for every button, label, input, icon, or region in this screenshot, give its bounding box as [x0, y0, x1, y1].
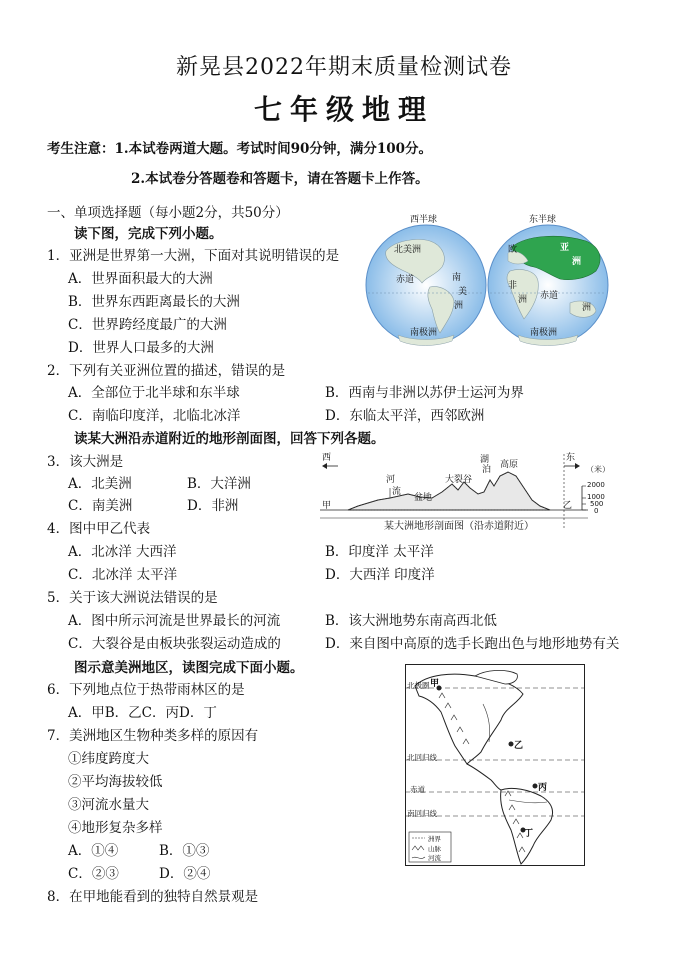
legend-river: 河流: [428, 854, 441, 862]
q3-option-b: B．大洋洲: [187, 476, 251, 492]
profile-tick-500: 500: [590, 500, 604, 508]
q5-option-b: B．该大洲地势东南高西北低: [325, 613, 497, 629]
label-north-america: 北美洲: [394, 245, 422, 255]
label-east-equator: 赤道: [540, 291, 559, 301]
q7-stem: 7．美洲地区生物种类多样的原因有: [47, 728, 259, 744]
q7-item-2: ②平均海拔较低: [68, 774, 163, 790]
map-point-jia: 甲: [430, 679, 440, 689]
q2-option-b: B．西南与非洲以苏伊士运河为界: [325, 385, 524, 401]
label-west-equator: 赤道: [396, 275, 415, 285]
label-sa-1: 南: [452, 273, 462, 283]
q7-item-3: ③河流水量大: [68, 797, 149, 813]
q2-option-a: A．全部位于北半球和东半球: [68, 385, 240, 401]
exam-subtitle: 七年级地理: [253, 93, 434, 126]
q7-option-a: A．①④: [68, 843, 119, 859]
q7-item-4: ④地形复杂多样: [68, 820, 163, 836]
profile-basin: 盆地: [414, 493, 433, 503]
intro-3: 图示意美洲地区，读图完成下面小题。: [74, 660, 304, 676]
label-sa-2: 美: [458, 287, 468, 297]
profile-lake-2: 泊: [482, 465, 492, 475]
q1-option-c: C．世界跨经度最广的大洲: [68, 317, 227, 333]
intro-1: 读下图，完成下列小题。: [74, 226, 223, 242]
profile-west: 西: [322, 453, 332, 463]
legend-mountain: 山脉: [428, 845, 441, 853]
notice-line-2: 2.本试卷分答题卷和答题卡，请在答题卡上作答。: [131, 171, 429, 187]
q1-option-a: A．世界面积最大的大洲: [68, 271, 213, 287]
q3-stem: 3．该大洲是: [47, 454, 124, 470]
label-europe: 欧: [508, 245, 518, 255]
map-tropic-north: 北回归线: [407, 753, 437, 762]
q3-option-d: D．非洲: [187, 498, 239, 514]
map-point-yi: 乙: [514, 741, 524, 751]
label-asia-2: 洲: [572, 257, 582, 267]
q2-stem: 2．下列有关亚洲位置的描述，错误的是: [47, 363, 286, 379]
label-east-antarctica: 南极洲: [530, 328, 558, 338]
intro-2: 读某大洲沿赤道附近的地形剖面图，回答下列各题。: [74, 431, 385, 447]
label-australia: 洲: [582, 303, 592, 313]
q5-option-d: D．来自图中高原的选手长跑出色与地形地势有关: [325, 636, 620, 652]
profile-caption: 某大洲地形剖面图（沿赤道附近）: [384, 521, 534, 532]
q3-option-a: A．北美洲: [68, 476, 132, 492]
q2-option-c: C．南临印度洋，北临北冰洋: [68, 408, 241, 424]
profile-yi: 乙: [563, 501, 573, 511]
q5-option-c: C．大裂谷是由板块张裂运动造成的: [68, 636, 281, 652]
q4-option-c: C．北冰洋 太平洋: [68, 567, 178, 583]
label-asia-1: 亚: [560, 243, 570, 253]
profile-lake-1: 湖: [480, 455, 490, 465]
q7-item-1: ①纬度跨度大: [68, 751, 149, 767]
q6-options: A．甲B．乙C．丙D．丁: [68, 705, 217, 721]
section-heading: 一、单项选择题（每小题2分，共50分）: [47, 205, 289, 221]
q7-option-d: D．②④: [159, 866, 211, 882]
map-point-bing: 丙: [538, 783, 548, 793]
q7-option-c: C．②③: [68, 866, 119, 882]
map-equator: 赤道: [410, 785, 425, 794]
profile-river-2: 流: [392, 487, 402, 497]
label-africa-1: 非: [508, 281, 518, 291]
notice-line-1: 考生注意：1.本试卷两道大题。考试时间90分钟，满分100分。: [47, 141, 433, 157]
q2-option-d: D．东临太平洋，西邻欧洲: [325, 408, 485, 424]
q4-option-a: A．北冰洋 大西洋: [68, 544, 177, 560]
profile-rift: 大裂谷: [445, 475, 473, 485]
q7-option-b: B．①③: [159, 843, 210, 859]
profile-east: 东: [566, 453, 576, 463]
profile-jia: 甲: [322, 501, 332, 511]
east-hemisphere-label: 东半球: [529, 215, 557, 225]
q8-stem: 8．在甲地能看到的独特自然景观是: [47, 889, 259, 905]
q4-option-d: D．大西洋 印度洋: [325, 567, 435, 583]
map-point-ding: 丁: [524, 829, 534, 839]
profile-tick-2000: 2000: [587, 481, 605, 489]
profile-tick-0: 0: [594, 507, 599, 515]
q5-stem: 5．关于该大洲说法错误的是: [47, 590, 218, 606]
q6-stem: 6．下列地点位于热带雨林区的是: [47, 682, 245, 698]
exam-title: 新晃县2022年期末质量检测试卷: [176, 55, 512, 80]
profile-unit: （米）: [586, 465, 610, 474]
label-sa-3: 洲: [454, 301, 464, 311]
q1-stem: 1．亚洲是世界第一大洲，下面对其说明错误的是: [47, 248, 340, 264]
q4-stem: 4．图中甲乙代表: [47, 521, 151, 537]
q1-option-d: D．世界人口最多的大洲: [68, 340, 214, 356]
profile-river-1: 河: [386, 475, 396, 485]
q4-option-b: B．印度洋 太平洋: [325, 544, 434, 560]
legend-border: 洲界: [428, 835, 441, 843]
q5-option-a: A．图中所示河流是世界最长的河流: [68, 613, 281, 629]
profile-plateau: 高原: [500, 460, 519, 470]
map-arctic-circle: 北极圈: [407, 681, 430, 690]
profile-tick-1000: 1000: [587, 493, 605, 501]
label-west-antarctica: 南极洲: [410, 328, 438, 338]
west-hemisphere-label: 西半球: [410, 215, 438, 225]
label-africa-2: 洲: [518, 295, 528, 305]
q3-option-c: C．南美洲: [68, 498, 133, 514]
map-tropic-south: 南回归线: [407, 809, 437, 818]
q1-option-b: B．世界东西距离最长的大洲: [68, 294, 240, 310]
